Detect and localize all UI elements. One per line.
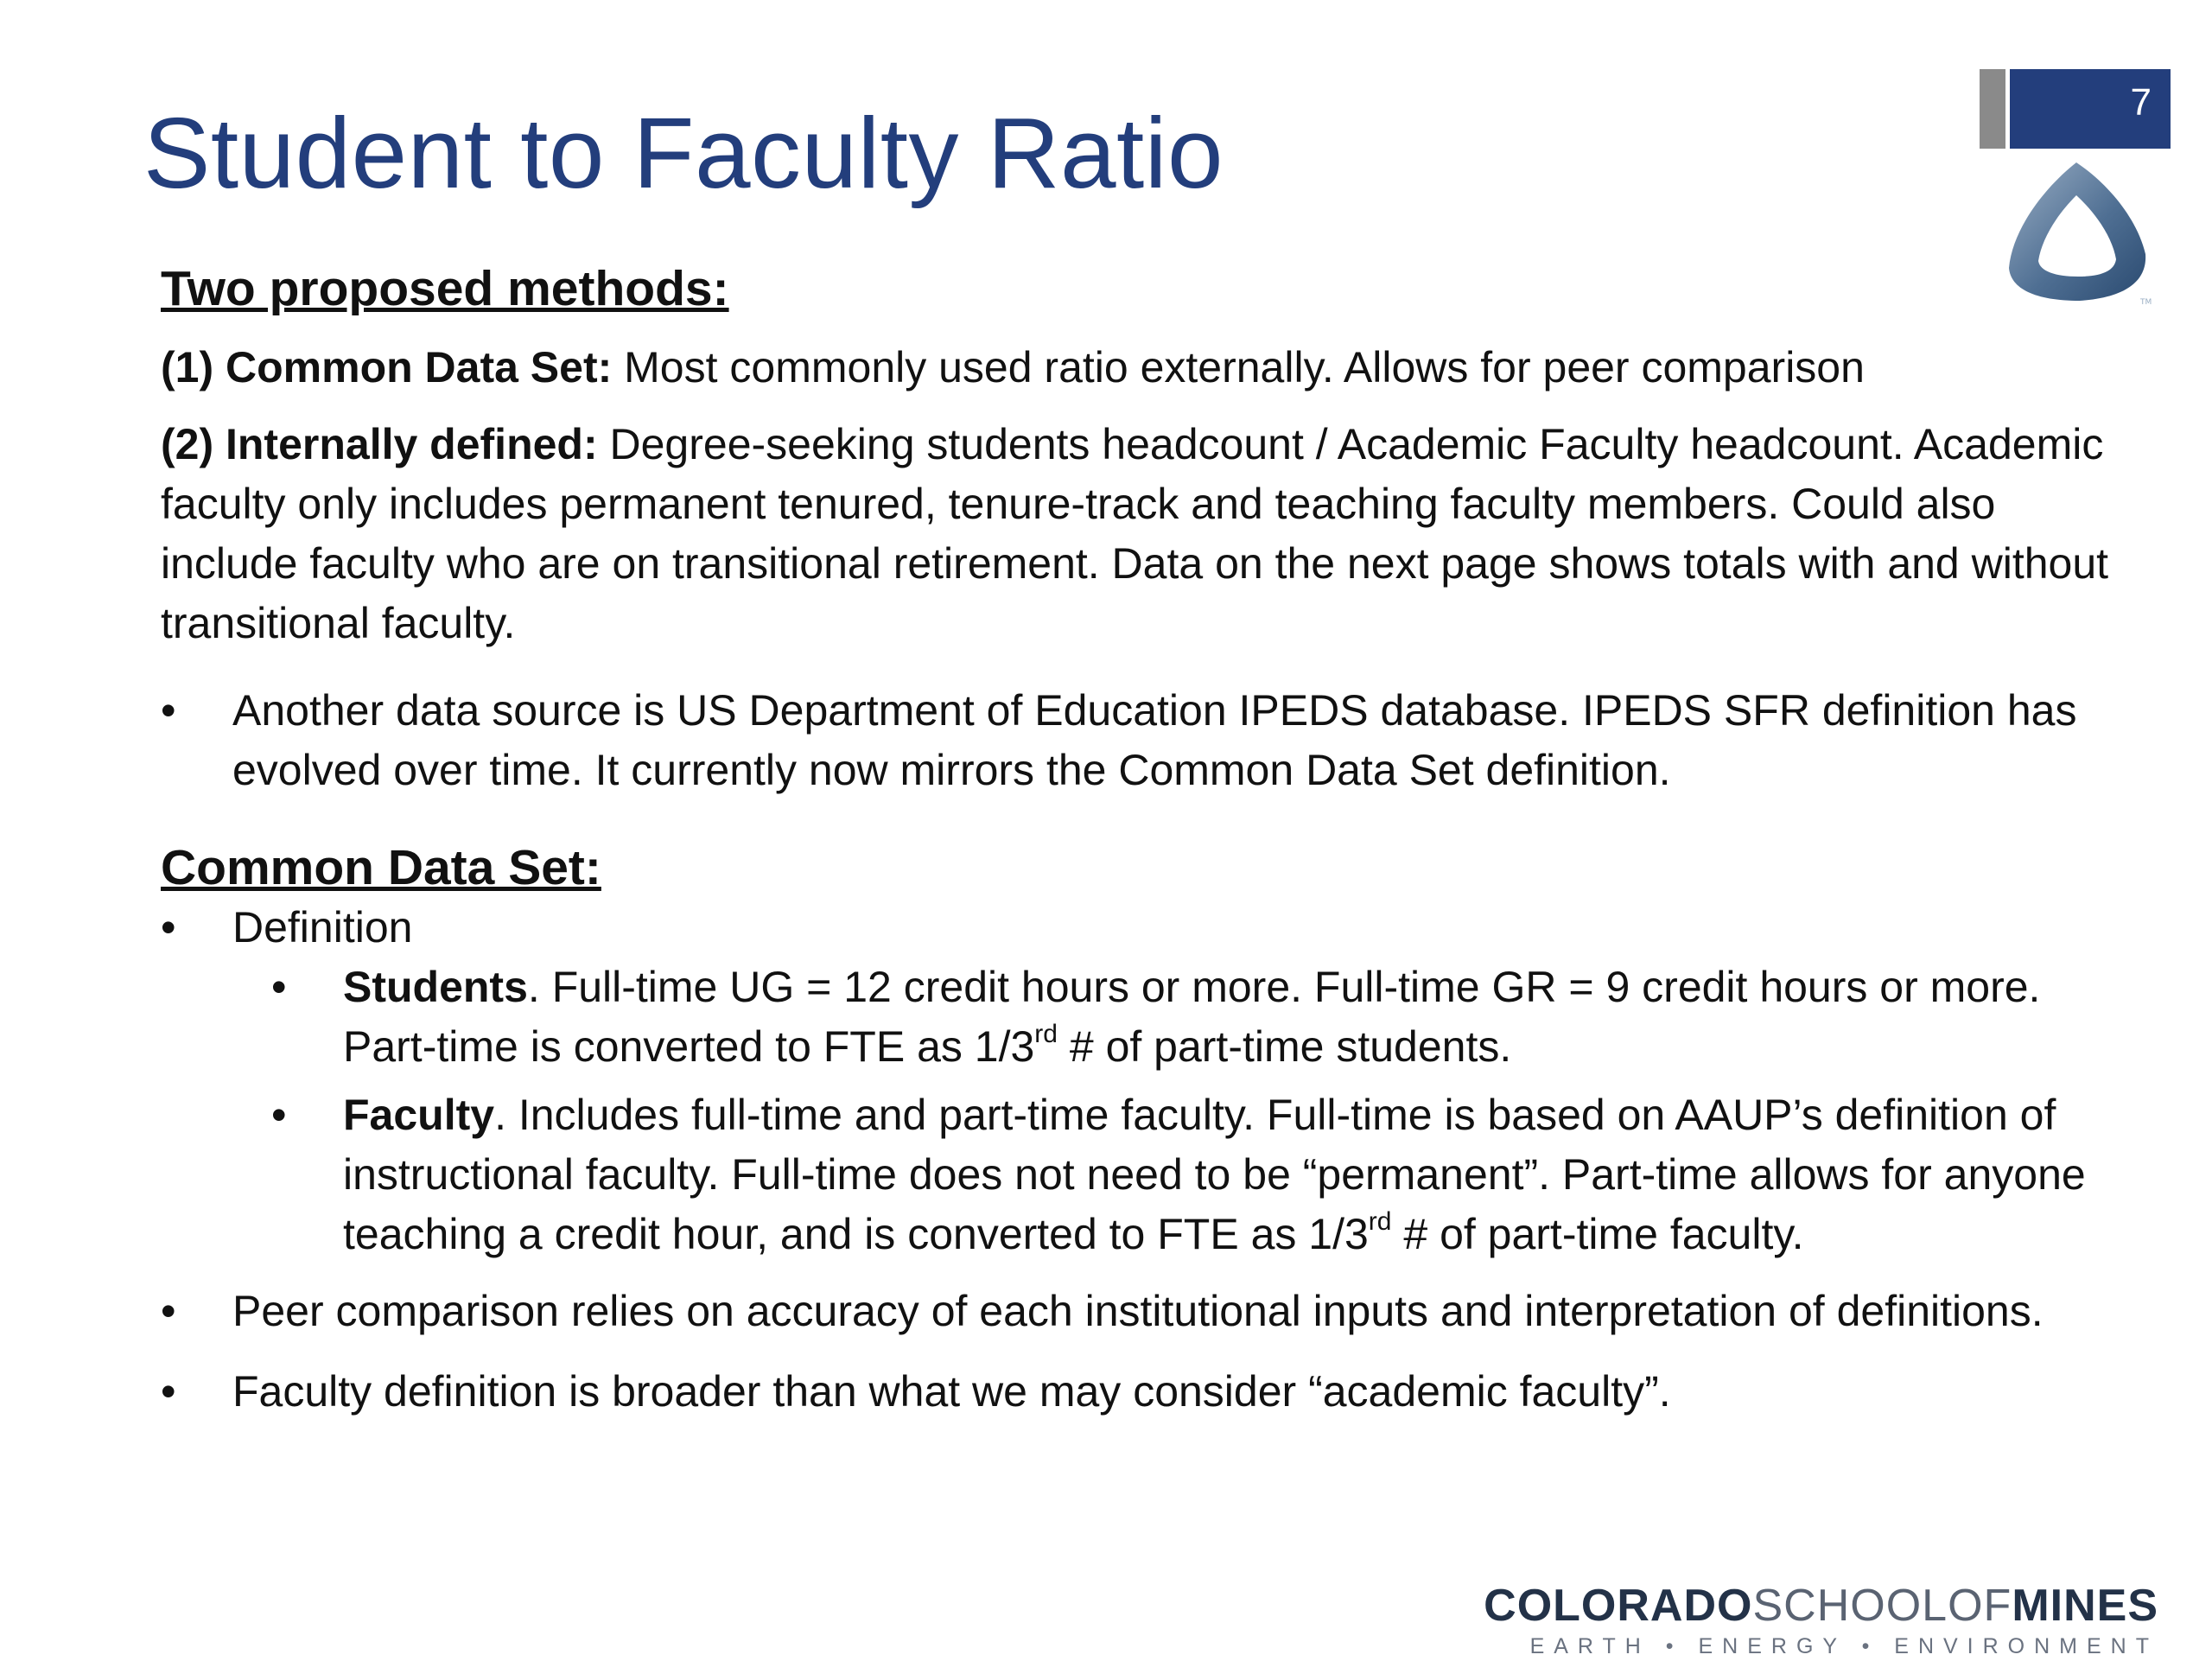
bullet-ipeds [161, 681, 2146, 800]
brand-colorado: COLORADO [1484, 1581, 1753, 1631]
bullet-ipeds-text: Another data source is US Department of Education IPEDS database. IPEDS SFR definition has evolved over time. It currently now mirrors the Common Data Set definition. [232, 686, 2077, 794]
bullet-faculty-definition [161, 1362, 2139, 1422]
students-label: Students [343, 963, 528, 1011]
bullet-students [271, 958, 2123, 1077]
faculty-text-a: . Includes full-time and part-time faculty. Full-time is based on AAUP’s definition of instructional faculty. Full-time does not need to be “permanent”. Part-time allows for anyone teaching a credit hour, and is converted to FTE as 1/3 [343, 1091, 2086, 1258]
brand-school: SCHOOL [1752, 1581, 1948, 1631]
bullet-faculty-definition-text: Faculty definition is broader than what we may consider “academic faculty”. [232, 1367, 1671, 1416]
footer-brand [1484, 1580, 2158, 1661]
method-2-label: (2) Internally defined: [161, 420, 598, 468]
bullet-faculty [271, 1085, 2149, 1264]
page-number: 7 [2130, 81, 2152, 124]
methods-heading: Two proposed methods: [161, 261, 729, 316]
slide-content [161, 259, 2139, 1422]
students-text-b: # of part-time students. [1057, 1022, 1512, 1071]
bullet-dot: • [161, 686, 176, 735]
brand-tagline: EARTH • ENERGY • ENVIRONMENT [1529, 1634, 2158, 1658]
brand-wordmark [1484, 1580, 2158, 1632]
bullet-dot: • [271, 1091, 287, 1139]
method-1 [161, 338, 2139, 398]
students-superscript: rd [1034, 1020, 1058, 1049]
method-2-text: Degree-seeking students headcount / Academic Faculty headcount. Academic faculty only includes permanent tenured, tenure-track and teaching faculty members. Could also include faculty who are on transitional retirement. Data on the next page shows totals with and without transitional faculty. [161, 420, 2109, 647]
method-2 [161, 415, 2131, 653]
faculty-superscript: rd [1368, 1207, 1392, 1237]
faculty-label: Faculty [343, 1091, 495, 1139]
bullet-peer-text: Peer comparison relies on accuracy of each institutional inputs and interpretation of definitions. [232, 1287, 2044, 1335]
bullet-dot: • [271, 963, 287, 1011]
page-number-accent-bar [1980, 69, 2005, 149]
bullet-definition [161, 898, 2139, 958]
bullet-peer [161, 1282, 2047, 1341]
page-number-box [2010, 69, 2171, 149]
svg-text:TM: TM [2140, 298, 2152, 306]
bullet-dot: • [161, 1287, 176, 1335]
bullet-dot: • [161, 1367, 176, 1416]
slide-title: Student to Faculty Ratio [143, 97, 1224, 209]
brand-of: OF [1948, 1581, 2012, 1631]
method-1-text: Most commonly used ratio externally. Allows for peer comparison [612, 343, 1865, 391]
bullet-dot: • [161, 903, 176, 951]
bullet-definition-text: Definition [232, 903, 413, 951]
cds-heading: Common Data Set: [161, 840, 601, 895]
students-text-a: . Full-time UG = 12 credit hours or more. Full-time GR = 9 credit hours or more. Part-time is converted to FTE as 1/3 [343, 963, 2041, 1071]
brand-mines: MINES [2012, 1581, 2158, 1631]
faculty-text-b: # of part-time faculty. [1391, 1210, 1804, 1258]
method-1-label: (1) Common Data Set: [161, 343, 613, 391]
